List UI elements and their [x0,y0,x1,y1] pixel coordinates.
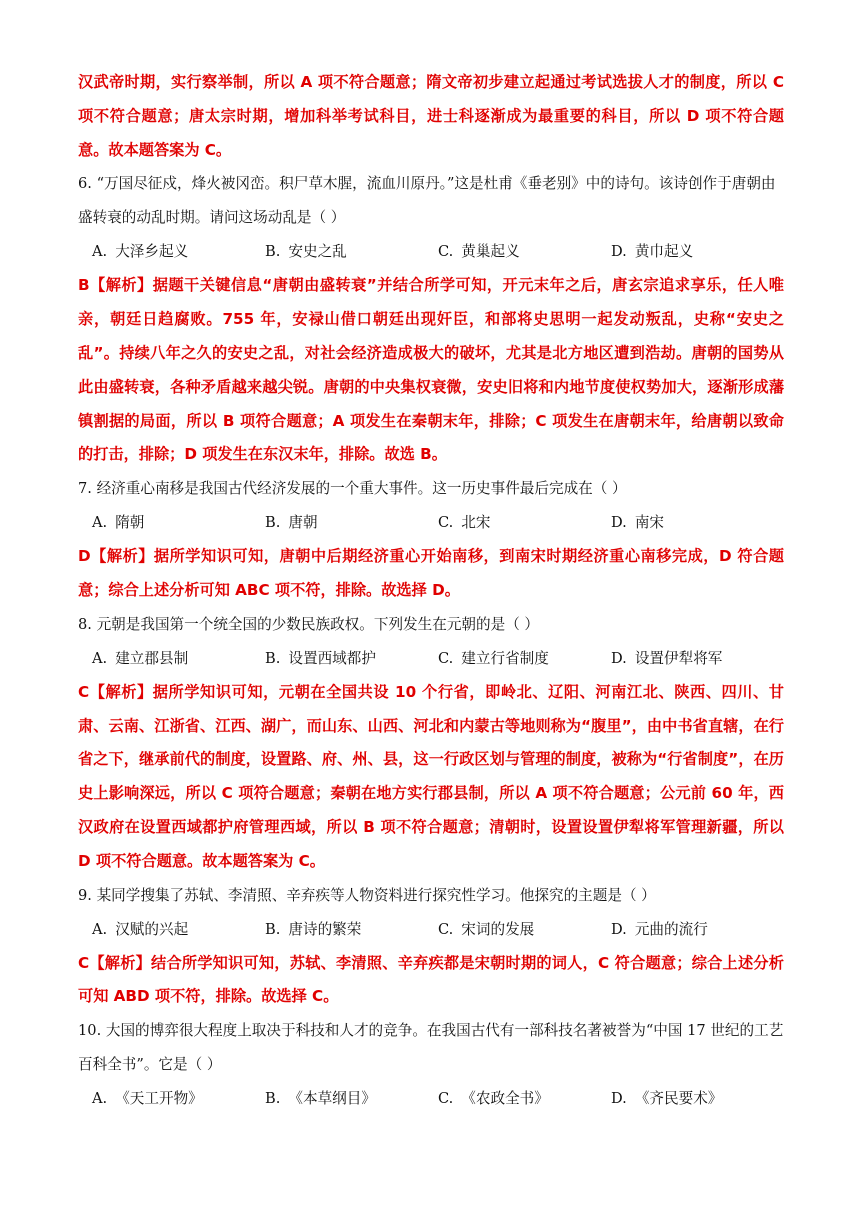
answer-explanation-5: 汉武帝时期，实行察举制，所以 A 项不符合题意；隋文帝初步建立起通过考试选拔人才的制度，所以 C 项不符合题意；唐太宗时期，增加科举考试科目，进士科逐渐成为最重要的科目，所以 D 项不符合题意。故本题答案为 C。 [78,73,784,159]
option-b: B. 唐朝 [265,514,318,532]
answer-explanation-8: C【解析】据所学知识可知，元朝在全国共设 10 个行省，即岭北、辽阳、河南江北、陕西、四川、甘肃、云南、江浙省、江西、湖广，而山东、山西、河北和内蒙古等地则称为“腹里”，由中书省直辖，在行省之下，继承前代的制度，设置路、府、州、县，这一行政区划与管理的制度，被称为“行省制度”，在历史上影响深远，所以 C 项符合题意；秦朝在地方实行郡县制，所以 A 项不符合题意；公元前 60 年，西汉政府在设置西域都护府管理西域，所以 B 项不符合题意；清朝时，设置设置伊犁将军管理新疆，所以 D 项不符合题意。故本题答案为 C。 [78,682,784,870]
document-page [78,66,784,1116]
option-c: C. 《农政全书》 [438,1090,549,1108]
options-8 [92,642,784,676]
option-a: A. 汉赋的兴起 [92,920,189,938]
option-a: A. 大泽乡起义 [92,243,189,261]
question-7: 7. 经济重心南移是我国古代经济发展的一个重大事件。这一历史事件最后完成在（ ） [78,480,627,498]
question-9: 9. 某同学搜集了苏轼、李清照、辛弃疾等人物资料进行探究性学习。他探究的主题是（ ） [78,886,656,904]
options-7 [92,506,784,540]
option-a: A. 建立郡县制 [92,649,189,667]
option-b: B. 唐诗的繁荣 [265,920,362,938]
option-c: C. 宋词的发展 [438,920,535,938]
option-d: D. 《齐民要术》 [611,1090,723,1108]
option-d: D. 设置伊犁将军 [611,649,723,667]
option-d: D. 元曲的流行 [611,920,708,938]
option-d: D. 黄巾起义 [611,243,694,261]
option-b: B. 《本草纲目》 [265,1090,376,1108]
question-10: 10. 大国的博弈很大程度上取决于科技和人才的竞争。在我国古代有一部科技名著被誉为“中国 17 世纪的工艺百科全书”。它是（ ） [78,1022,784,1074]
option-c: C. 建立行省制度 [438,649,549,667]
options-6 [92,235,784,269]
answer-explanation-9: C【解析】结合所学知识可知，苏轼、李清照、辛弃疾都是宋朝时期的词人，C 符合题意；综合上述分析可知 ABD 项不符，排除。故选择 C。 [78,953,784,1006]
answer-explanation-6: B【解析】据题干关键信息“唐朝由盛转衰”并结合所学可知，开元末年之后，唐玄宗追求享乐，任人唯亲，朝廷日趋腐败。755 年，安禄山借口朝廷出现奸臣，和部将史思明一起发动叛乱，史称“安史之乱”。持续八年之久的安史之乱，对社会经济造成极大的破坏，尤其是北方地区遭到浩劫。唐朝的国势从此由盛转衰，各种矛盾越来越尖锐。唐朝的中央集权衰微，安史旧将和内地节度使权势加大，逐渐形成藩镇割据的局面，所以 B 项符合题意；A 项发生在秦朝末年，排除；C 项发生在唐朝末年，给唐朝以致命的打击，排除；D 项发生在东汉末年，排除。故选 B。 [78,276,784,464]
option-d: D. 南宋 [611,514,665,532]
answer-explanation-7: D【解析】据所学知识可知，唐朝中后期经济重心开始南移，到南宋时期经济重心南移完成，D 符合题意；综合上述分析可知 ABC 项不符，排除。故选择 D。 [78,547,784,599]
option-b: B. 设置西域都护 [265,649,376,667]
question-6: 6. “万国尽征戍，烽火被冈峦。积尸草木腥，流血川原丹。”这是杜甫《垂老别》中的诗句。该诗创作于唐朝由盛转衰的动乱时期。请问这场动乱是（ ） [78,175,776,227]
option-a: A. 《天工开物》 [92,1090,203,1108]
options-9 [92,913,784,947]
option-c: C. 北宋 [438,514,491,532]
question-8: 8. 元朝是我国第一个统全国的少数民族政权。下列发生在元朝的是（ ） [78,615,540,633]
option-c: C. 黄巢起义 [438,243,520,261]
options-10 [92,1082,784,1116]
option-b: B. 安史之乱 [265,243,347,261]
option-a: A. 隋朝 [92,514,145,532]
